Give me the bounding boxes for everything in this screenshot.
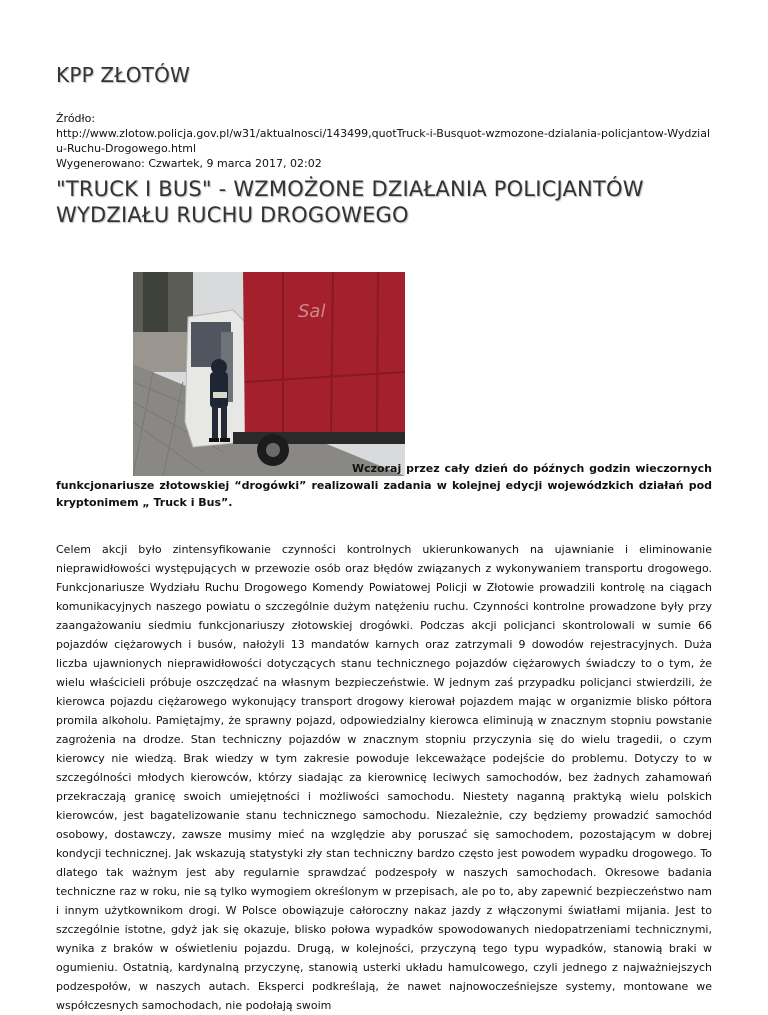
svg-text:Sal: Sal <box>298 301 326 322</box>
source-meta <box>56 111 716 171</box>
source-url[interactable]: http://www.zlotow.policja.gov.pl/w31/aktualnosci/143499,quotTruck-i-Busquot-wzmozone-dzialania-policjantow-Wydzialu-Ruchu-Drogowego.html <box>56 127 711 155</box>
article-body: Celem akcji było zintensyfikowanie czynności kontrolnych ukierunkowanych na ujawnianie i eliminowanie nieprawidłowości występujących w przewozie osób oraz błędów związanych z wykonywaniem transportu drogowego. Funkcjonariusze Wydziału Ruchu Drogowego Komendy Powiatowej Policji w Złotowie prowadzili kontrolę na ciągach komunikacyjnych naszego powiatu o szczególnie dużym natężeniu ruchu. Czynności kontrolne prowadzone były przy zaangażowaniu siedmiu funkcjonariuszy złotowskiej drogówki. Podczas akcji policjanci skontrolowali w sumie 66 pojazdów ciężarowych i busów, nałożyli 13 mandatów karnych oraz zatrzymali 9 dowodów rejestracyjnych. Duża liczba ujawnionych nieprawidłowości dotyczących stanu technicznego pojazdów ciężarowych świadczy to o tym, że wielu właścicieli próbuje oszczędzać na własnym bezpieczeństwie. W jednym zaś przypadku policjanci stwierdzili, że kierowca pojazdu ciężarowego wykonujący transport drogowy kierował pojazdem mając w organizmie blisko półtora promila alkoholu. Pamiętajmy, że sprawny pojazd, odpowiedzialny kierowca eliminują w znacznym stopniu powstanie zagrożenia na drodze. Stan techniczny pojazdów w znacznym stopniu przyczynia się do wielu tragedii, o czym kierowcy nie wiedzą. Brak wiedzy w tym zakresie powoduje lekceważące podejście do problemu. Dotyczy to w szczególności młodych kierowców, którzy siadając za kierownicę leciwych samochodów, bez żadnych zahamowań przekraczają granicę swoich umiejętności i możliwości samochodu. Niestety naganną praktyką wielu polskich kierowców, jest bagatelizowanie stanu technicznego samochodu. Niezależnie, czy będziemy prowadzić samochód osobowy, dostawczy, zawsze musimy mieć na względzie aby poruszać się samochodem, pozostającym w dobrej kondycji technicznej. Jak wskazują statystyki zły stan techniczny bardzo często jest powodem wypadku drogowego. To dlatego tak ważnym jest aby regularnie sprawdzać podzespoły w naszych samochodach. Okresowe badania techniczne raz w roku, nie są tylko wymogiem określonym w przepisach, ale po to, aby zapewnić bezpieczeństwo nam i innym użytkownikom drogi. W Polsce obowiązuje całoroczny nakaz jazdy z włączonymi światłami mijania. Jest to szczególnie istotne, gdyż jak się okazuje, blisko połowa wypadków spowodowanych niedopatrzeniami technicznymi, wynika z braków w oświetleniu pojazdu. Drugą, w kolejności, przyczyną tego typu wypadków, stanowią braki w ogumieniu. Ostatnią, kardynalną przyczynę, stanowią usterki układu hamulcowego, czyli jednego z najważniejszych podzespołów, w naszych autach. Eksperci podkreślają, że nawet najnowocześniejsze systemy, montowane we współczesnych samochodach, nie podołają swoim <box>56 543 712 1012</box>
lead-text: Wczoraj przez cały dzień do późnych godzin wieczornych funkcjonariusze złotowskiej “drogówki” realizowali zadania w kolejnej edycji wojewódzkich działań pod kryptonimem „ Truck i Bus”. <box>56 462 712 509</box>
generated-date: Wygenerowano: Czwartek, 9 marca 2017, 02:02 <box>56 157 322 170</box>
site-title: KPP ZŁOTÓW <box>56 63 191 87</box>
source-label: Źródło: <box>56 112 96 125</box>
article-lead <box>56 460 712 511</box>
article-photo <box>133 272 405 476</box>
photo-police-officer-truck-icon <box>133 272 405 476</box>
article-title: "TRUCK I BUS" - WZMOŻONE DZIAŁANIA POLICJANTÓW WYDZIAŁU RUCHU DROGOWEGO <box>56 177 644 227</box>
